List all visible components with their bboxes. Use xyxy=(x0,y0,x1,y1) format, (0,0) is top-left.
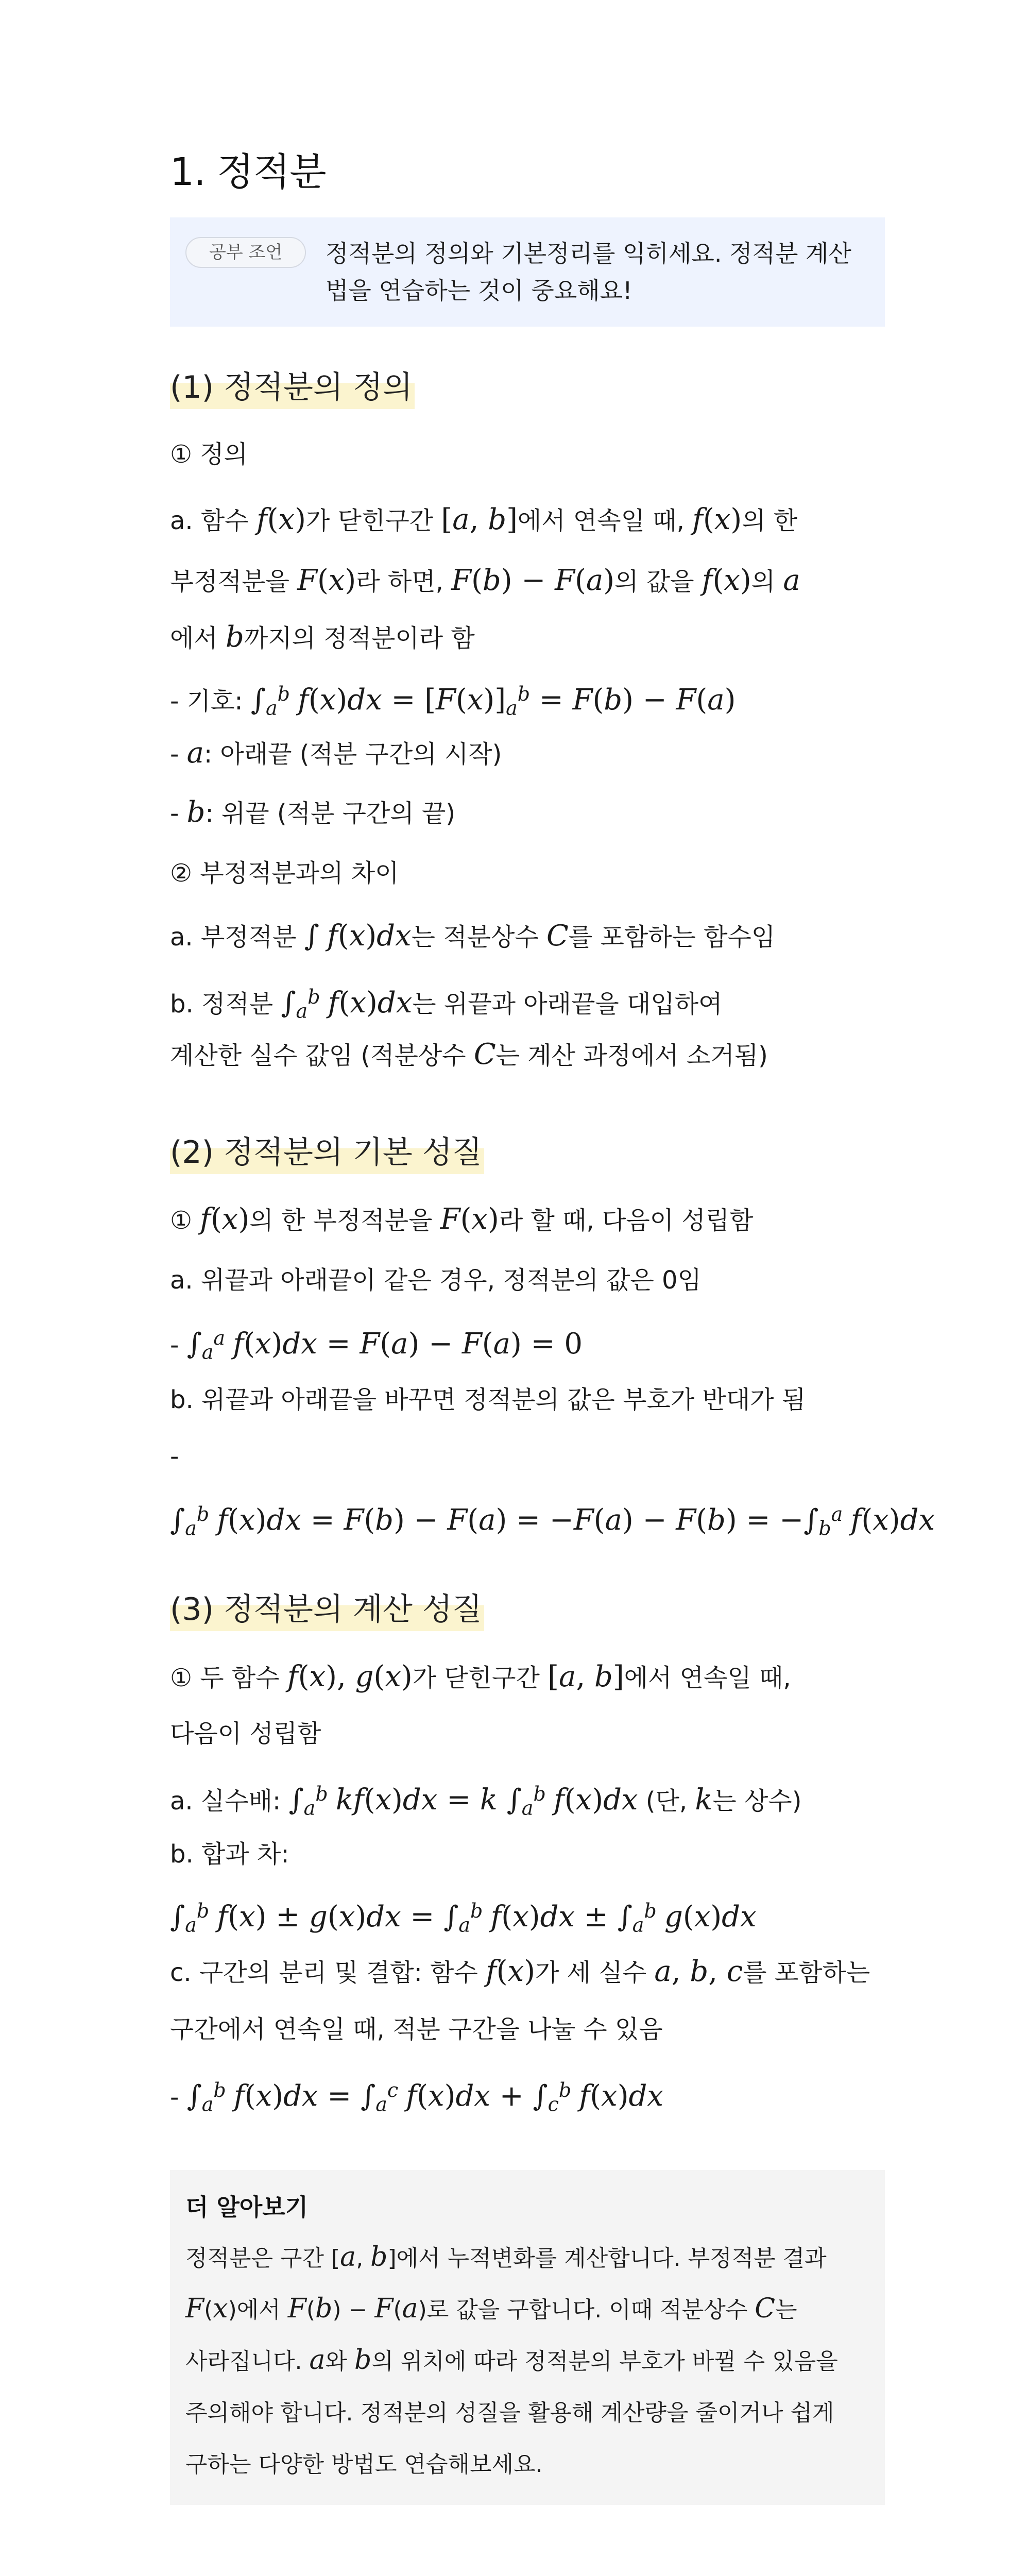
learn-more-line-1: 정적분은 구간 [a, b]에서 누적변화를 계산합니다. 부정적분 결과 xyxy=(185,2242,827,2273)
scalar-multiple-line: a. 실수배: $\int_a^b$ kf(x)dx = k $\int_a^b$ f(x)dx (단, k는 상수) xyxy=(170,1783,802,1820)
interval-split-line-2: 구간에서 연속일 때, 적분 구간을 나눌 수 있음 xyxy=(170,2015,663,2044)
learn-more-title: 더 알아보기 xyxy=(185,2193,309,2221)
sum-difference-formula: $\int_a^b$ $f(x) \pm g(x)dx = \int_a^b$ $f(x)dx \pm \int_a^b$ g(x)dx xyxy=(170,1900,757,1937)
difference-line-3: 계산한 실수 값임 (적분상수 C는 계산 과정에서 소거됨) xyxy=(170,1038,768,1071)
learn-more-line-3: 사라집니다. a와 b의 위치에 따라 정적분의 부호가 바뀔 수 있음을 xyxy=(185,2345,838,2376)
interval-split-line-1: c. 구간의 분리 및 결합: 함수 f(x)가 세 실수 a, b, c를 포함하는 xyxy=(170,1955,870,1988)
study-tip-badge: 공부 조언 xyxy=(185,237,306,268)
subheading-difference: ② 부정적분과의 차이 xyxy=(170,859,399,888)
definition-line-3: 에서 b까지의 정적분이라 함 xyxy=(170,620,475,654)
section-heading-definition: (1) 정적분의 정의 xyxy=(170,366,415,409)
property-b-text: b. 위끝과 아래끝을 바꾸면 정적분의 값은 부호가 반대가 됨 xyxy=(170,1385,806,1414)
property-a-text: a. 위끝과 아래끝이 같은 경우, 정적분의 값은 0임 xyxy=(170,1266,702,1295)
definition-line-2: 부정적분을 F(x)라 하면, F(b) − F(a)의 값을 f(x)의 a xyxy=(170,564,800,597)
property-b-formula: $\int_a^b$ $f(x)dx = F(b) - F(a) = -F(a) - F(b) = -\int_b^a$ f(x)dx xyxy=(170,1503,935,1540)
calc-property-intro-2: 다음이 성립함 xyxy=(170,1719,321,1748)
learn-more-box xyxy=(170,2170,885,2505)
interval-split-formula: - $\int_a^b$ $f(x)dx = \int_a^c$ $f(x)dx + \int_c^b$ f(x)dx xyxy=(170,2079,663,2116)
upper-limit-line: - b: 위끝 (적분 구간의 끝) xyxy=(170,795,456,829)
subheading-definition: ① 정의 xyxy=(170,440,248,469)
difference-line-1: a. 부정적분 ∫ f(x)dx는 적분상수 C를 포함하는 함수임 xyxy=(170,919,776,953)
lower-limit-line: - a: 아래끝 (적분 구간의 시작) xyxy=(170,736,502,770)
section-heading-basic-properties: (2) 정적분의 기본 성질 xyxy=(170,1131,484,1174)
sum-difference-text: b. 합과 차: xyxy=(170,1840,289,1869)
difference-line-2: b. 정적분 $\int_a^b$ f(x)dx는 위끝과 아래끝을 대입하여 xyxy=(170,986,723,1023)
study-tip-text: 정적분의 정의와 기본정리를 익히세요. 정적분 계산법을 연습하는 것이 중요해요! xyxy=(326,240,851,304)
property-a-formula: - $\int_a^a$ f(x)dx = F(a) − F(a) = 0 xyxy=(170,1327,583,1364)
calc-property-intro-1: ① 두 함수 f(x), g(x)가 닫힌구간 [a, b]에서 연속일 때, xyxy=(170,1660,791,1693)
definition-line-1: a. 함수 f(x)가 닫힌구간 [a, b]에서 연속일 때, f(x)의 한 xyxy=(170,503,798,536)
learn-more-line-5: 구하는 다양한 방법도 연습해보세요. xyxy=(185,2451,543,2478)
learn-more-line-4: 주의해야 합니다. 정적분의 성질을 활용해 계산량을 줄이거나 쉽게 xyxy=(185,2400,834,2426)
learn-more-line-2: F(x)에서 F(b) − F(a)로 값을 구합니다. 이때 적분상수 C는 xyxy=(185,2293,797,2324)
notation-line: - 기호: $\int_a^b$ $f(x)dx = [F(x)]_a^b = F(b) - F(a)$ xyxy=(170,683,736,720)
property-b-prefix: - xyxy=(170,1442,179,1471)
section-heading-calc-properties: (3) 정적분의 계산 성질 xyxy=(170,1588,484,1631)
basic-property-intro: ① f(x)의 한 부정적분을 F(x)라 할 때, 다음이 성립함 xyxy=(170,1202,754,1236)
study-tip-box xyxy=(170,217,885,327)
page-title: 1. 정적분 xyxy=(170,150,326,194)
